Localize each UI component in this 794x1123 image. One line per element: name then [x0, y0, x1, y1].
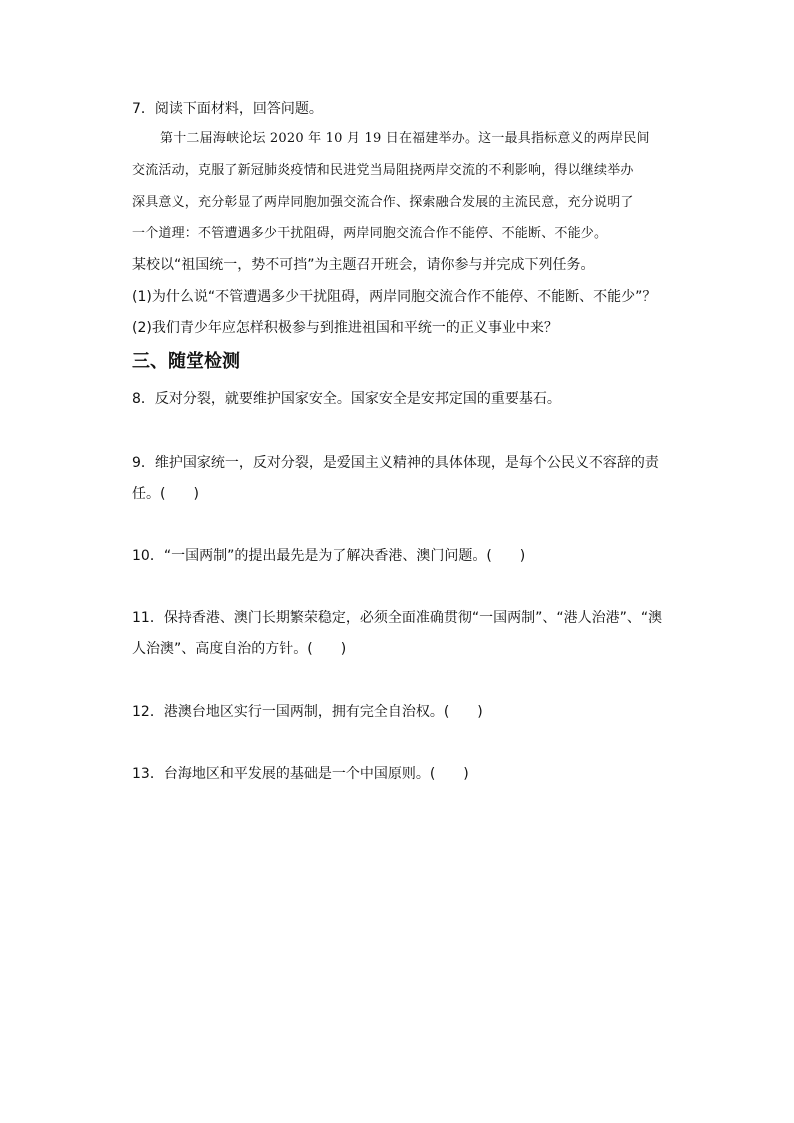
question-7-passage-line-4: 一个道理：不管遭遇多少干扰阻碍，两岸同胞交流合作不能停、不能断、不能少。	[132, 226, 608, 241]
question-7-title: 7．阅读下面材料，回答问题。	[132, 101, 323, 117]
question-9-line-2: 任。( )	[132, 486, 199, 502]
question-7-sub-question-1: (1)为什么说“不管遭遇多少干扰阻碍，两岸同胞交流合作不能停、不能断、不能少”？	[132, 289, 657, 305]
section-3-title: 三、随堂检测	[132, 351, 240, 372]
question-12: 12．港澳台地区实行一国两制，拥有完全自治权。( )	[132, 704, 483, 720]
question-7-passage-line-3: 深具意义，充分彰显了两岸同胞加强交流合作、探索融合发展的主流民意，充分说明了	[132, 195, 634, 210]
question-7-intro: 某校以“祖国统一，势不可挡”为主题召开班会，请你参与并完成下列任务。	[132, 257, 595, 273]
question-7-passage-line-2: 交流活动，克服了新冠肺炎疫情和民进党当局阻挠两岸交流的不利影响，得以继续举办	[132, 163, 634, 178]
question-7-sub-question-2: (2)我们青少年应怎样积极参与到推进祖国和平统一的正义事业中来？	[132, 320, 558, 336]
question-11-line-1: 11．保持香港、澳门长期繁荣稳定，必须全面准确贯彻“一国两制”、“港人治港”、“澳	[132, 610, 663, 626]
question-10: 10．“一国两制”的提出最先是为了解决香港、澳门问题。( )	[132, 548, 526, 564]
question-11-line-2: 人治澳”、高度自治的方针。( )	[132, 641, 347, 657]
question-13: 13．台海地区和平发展的基础是一个中国原则。( )	[132, 766, 469, 782]
question-9-line-1: 9．维护国家统一，反对分裂，是爱国主义精神的具体体现，是每个公民义不容辞的责	[132, 455, 659, 471]
question-8: 8．反对分裂，就要维护国家安全。国家安全是安邦定国的重要基石。	[132, 391, 561, 407]
question-7-passage-line-1: 第十二届海峡论坛 2020 年 10 月 19 日在福建举办。这一最具指标意义的两岸民间	[160, 131, 650, 146]
